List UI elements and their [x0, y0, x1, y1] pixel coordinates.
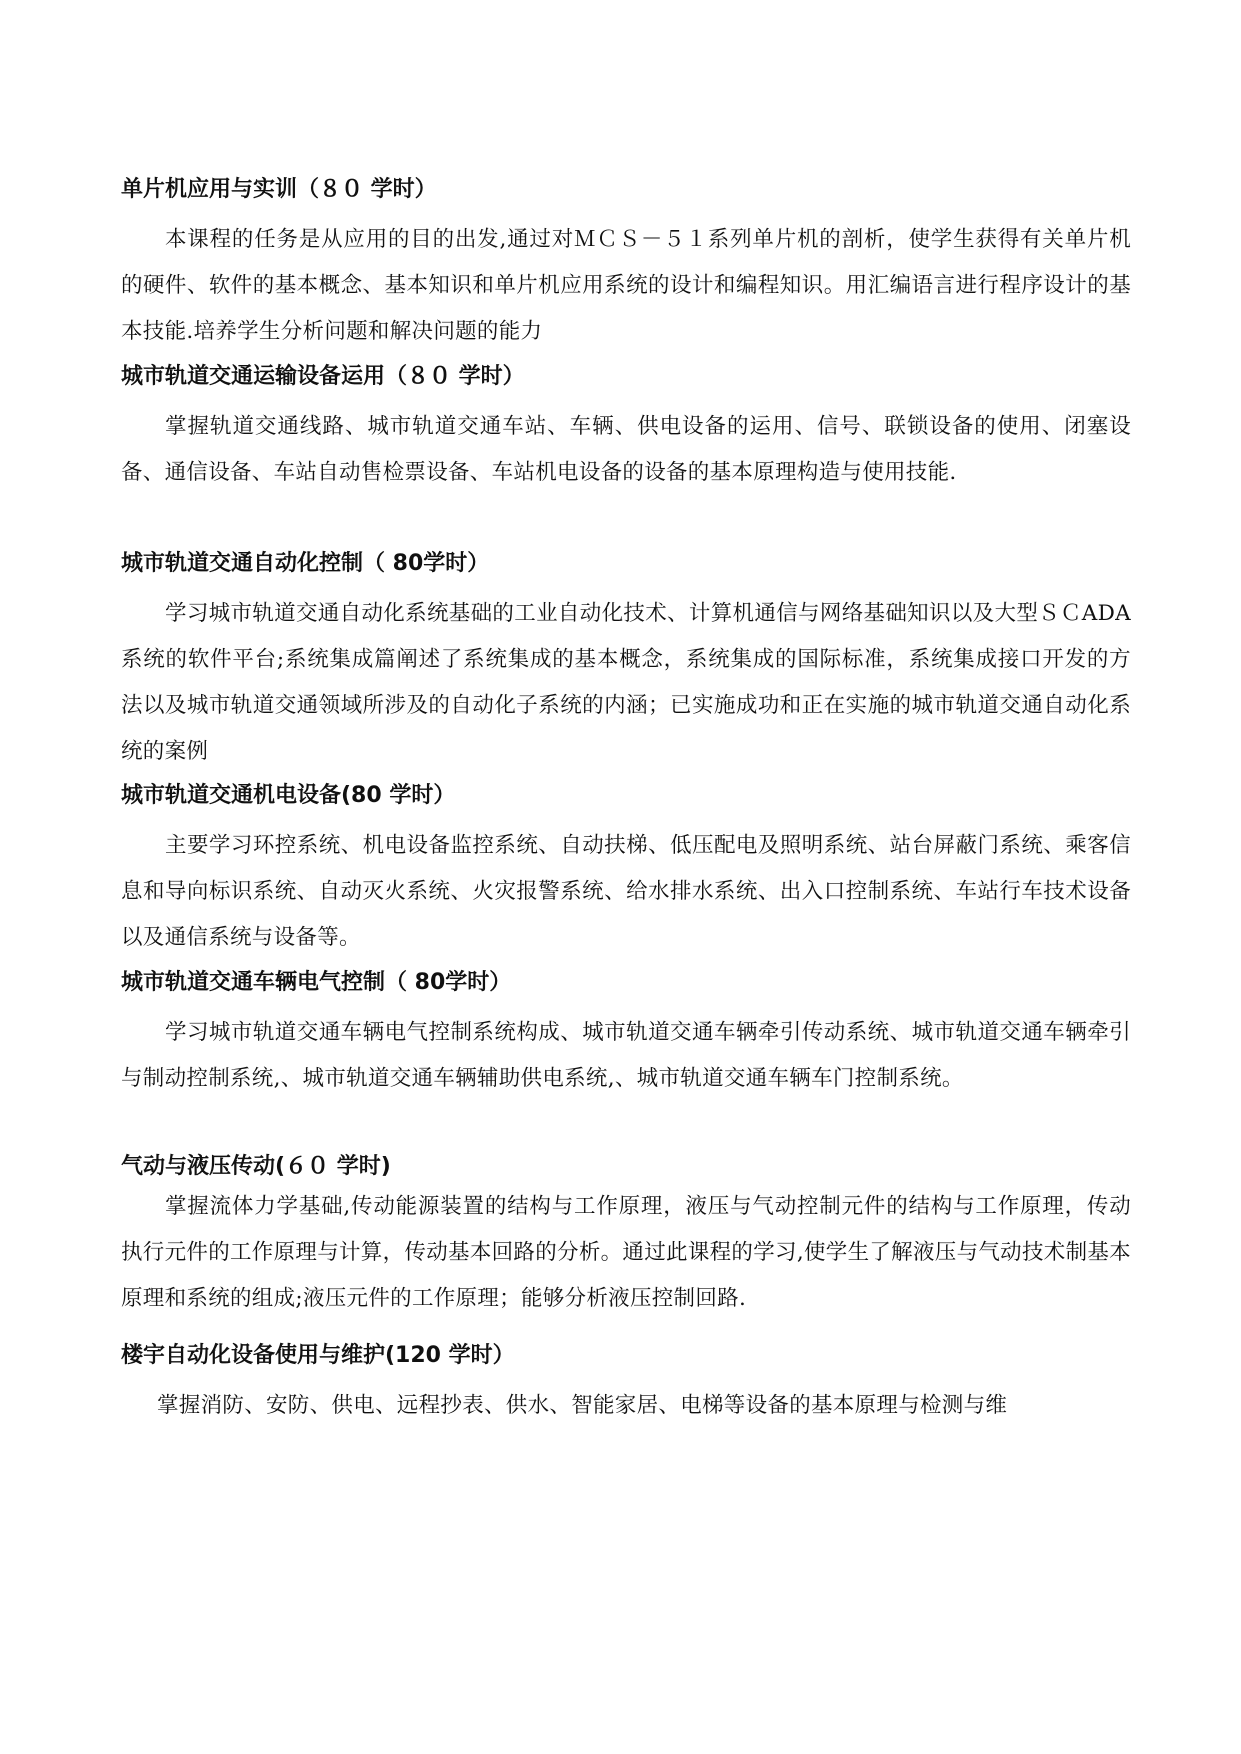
course-title: 单片机应用与实训（８０ 学时） — [121, 177, 437, 202]
course-description: 主要学习环控系统、机电设备监控系统、自动扶梯、低压配电及照明系统、站台屏蔽门系统、乘客信息和导向标识系统、自动灭火系统、火灾报警系统、给水排水系统、出入口控制系统、车站行车技术设备以及通信系统与设备等。 — [121, 833, 1131, 950]
course-title: 气动与液压传动(６０ 学时) — [121, 1154, 391, 1179]
course-description: 本课程的任务是从应用的目的出发,通过对ＭＣＳ－５１系列单片机的剖析，使学生获得有关单片机的硬件、软件的基本概念、基本知识和单片机应用系统的设计和编程知识。用汇编语言进行程序设计的基本技能.培养学生分析问题和解决问题的能力 — [121, 227, 1131, 344]
course-section — [121, 362, 1131, 496]
course-description: 学习城市轨道交通自动化系统基础的工业自动化技术、计算机通信与网络基础知识以及大型ＳＣADA系统的软件平台;系统集成篇阐述了系统集成的基本概念，系统集成的国际标准，系统集成接口开发的方法以及城市轨道交通领域所涉及的自动化子系统的内涵；已实施成功和正在实施的城市轨道交通自动化系统的案例 — [121, 601, 1131, 764]
course-section — [121, 1152, 1131, 1322]
course-description: 学习城市轨道交通车辆电气控制系统构成、城市轨道交通车辆牵引传动系统、城市轨道交通车辆牵引与制动控制系统,、城市轨道交通车辆辅助供电系统,、城市轨道交通车辆车门控制系统。 — [121, 1020, 1131, 1091]
course-title: 城市轨道交通运输设备运用（８０ 学时） — [121, 364, 525, 389]
course-description: 掌握消防、安防、供电、远程抄表、供水、智能家居、电梯等设备的基本原理与检测与维 — [157, 1393, 1008, 1418]
course-title: 楼宇自动化设备使用与维护(120 学时） — [121, 1343, 515, 1368]
course-section — [121, 1341, 1131, 1429]
course-title: 城市轨道交通机电设备(80 学时） — [121, 783, 456, 808]
course-title: 城市轨道交通自动化控制（ 80学时） — [121, 551, 490, 576]
course-description: 掌握轨道交通线路、城市轨道交通车站、车辆、供电设备的运用、信号、联锁设备的使用、闭塞设备、通信设备、车站自动售检票设备、车站机电设备的设备的基本原理构造与使用技能. — [121, 414, 1131, 485]
course-title: 城市轨道交通车辆电气控制（ 80学时） — [121, 970, 512, 995]
course-section — [121, 549, 1131, 775]
course-section — [121, 781, 1131, 961]
course-section — [121, 175, 1131, 355]
course-section — [121, 968, 1131, 1102]
course-description: 掌握流体力学基础,传动能源装置的结构与工作原理，液压与气动控制元件的结构与工作原理，传动执行元件的工作原理与计算，传动基本回路的分析。通过此课程的学习,使学生了解液压与气动技术制基本原理和系统的组成;液压元件的工作原理；能够分析液压控制回路. — [121, 1194, 1131, 1311]
